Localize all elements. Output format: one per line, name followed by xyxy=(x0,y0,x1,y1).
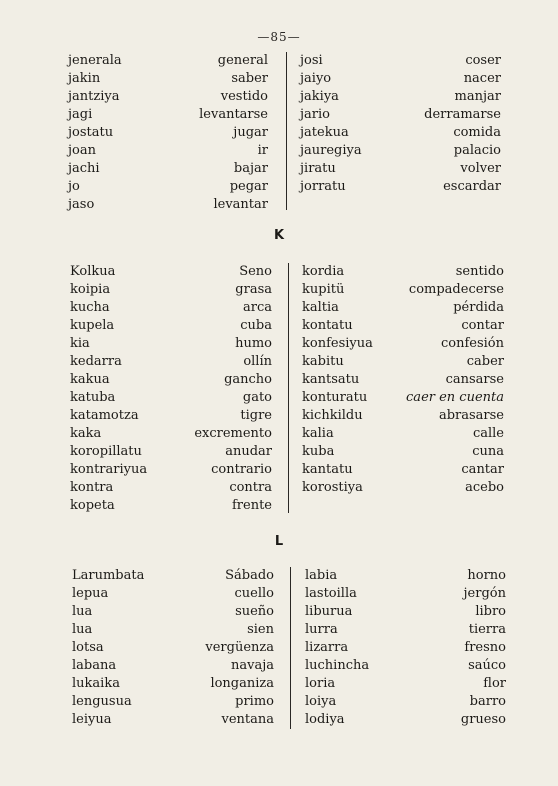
entry-row xyxy=(70,389,272,407)
entry-row xyxy=(68,106,268,124)
basque-word: josi xyxy=(300,53,323,68)
basque-word: loria xyxy=(305,676,336,691)
basque-word: lurra xyxy=(305,622,338,637)
spanish-translation: abrasarse xyxy=(438,408,504,423)
basque-word: lepua xyxy=(72,586,109,601)
spanish-translation: horno xyxy=(467,568,506,583)
entry-row xyxy=(70,299,272,317)
column-divider xyxy=(290,567,291,729)
basque-word: lastoilla xyxy=(305,586,357,601)
basque-word: lengusua xyxy=(72,694,132,709)
spanish-translation: derramarse xyxy=(424,107,501,122)
entry-row xyxy=(305,567,506,585)
spanish-translation: navaja xyxy=(231,658,274,673)
spanish-translation: grasa xyxy=(235,282,272,297)
spanish-translation: frente xyxy=(231,498,272,513)
spanish-translation: levantar xyxy=(213,197,268,212)
entry-row xyxy=(302,281,504,299)
spanish-translation: volver xyxy=(460,161,501,176)
entry-row xyxy=(302,335,504,353)
entry-row xyxy=(72,693,274,711)
spanish-translation: acebo xyxy=(465,480,504,495)
entry-row xyxy=(300,52,501,70)
spanish-translation: flor xyxy=(483,676,506,691)
spanish-translation: comida xyxy=(453,125,501,140)
basque-word: Larumbata xyxy=(72,568,145,583)
basque-word: luchincha xyxy=(305,658,370,673)
basque-word: kupitü xyxy=(302,282,345,297)
entry-row xyxy=(305,675,506,693)
entry-row xyxy=(70,353,272,371)
page-number: —85— xyxy=(257,30,301,44)
entry-row xyxy=(72,567,274,585)
spanish-translation: contra xyxy=(229,480,272,495)
spanish-translation: ir xyxy=(257,143,268,158)
entry-row xyxy=(68,196,268,214)
spanish-translation: longaniza xyxy=(210,676,274,691)
basque-word: kedarra xyxy=(70,354,122,369)
entry-row xyxy=(300,106,501,124)
entry-row xyxy=(68,124,268,142)
entry-row xyxy=(70,317,272,335)
section-letter-k: K xyxy=(273,228,285,243)
spanish-translation: pérdida xyxy=(453,300,504,315)
entry-row xyxy=(68,70,268,88)
basque-word: jagi xyxy=(68,107,93,122)
spanish-translation: grueso xyxy=(460,712,506,727)
basque-word: kantatu xyxy=(302,462,353,477)
entry-row xyxy=(305,657,506,675)
spanish-translation: humo xyxy=(235,336,272,351)
entry-row xyxy=(72,585,274,603)
entry-row xyxy=(302,263,504,281)
basque-word: liburua xyxy=(305,604,353,619)
spanish-translation: jergón xyxy=(463,586,506,601)
basque-word: labana xyxy=(72,658,117,673)
basque-word: leiyua xyxy=(72,712,112,727)
basque-word: kalia xyxy=(302,426,334,441)
entry-row xyxy=(70,479,272,497)
basque-word: jostatu xyxy=(68,125,114,140)
entry-row xyxy=(305,639,506,657)
basque-word: jenerala xyxy=(68,53,122,68)
spanish-translation: general xyxy=(217,53,268,68)
spanish-translation: saúco xyxy=(468,658,506,673)
spanish-translation: ollín xyxy=(243,354,272,369)
basque-word: jiratu xyxy=(300,161,336,176)
left-column xyxy=(68,52,268,214)
spanish-translation: cuna xyxy=(472,444,504,459)
spanish-translation: caer en cuenta xyxy=(406,390,504,405)
basque-word: koropillatu xyxy=(70,444,142,459)
basque-word: kupela xyxy=(70,318,115,333)
entry-row xyxy=(68,142,268,160)
entry-row xyxy=(302,407,504,425)
spanish-translation: escardar xyxy=(443,179,501,194)
spanish-translation: vergüenza xyxy=(205,640,274,655)
basque-word: konfesiyua xyxy=(302,336,373,351)
spanish-translation: fresno xyxy=(464,640,506,655)
spanish-translation: vestido xyxy=(220,89,268,104)
basque-word: jorratu xyxy=(300,179,346,194)
basque-word: lukaika xyxy=(72,676,120,691)
spanish-translation: calle xyxy=(472,426,504,441)
basque-word: katuba xyxy=(70,390,116,405)
basque-word: lizarra xyxy=(305,640,349,655)
entry-row xyxy=(300,142,501,160)
entry-row xyxy=(70,407,272,425)
basque-word: koipia xyxy=(70,282,111,297)
entry-row xyxy=(70,281,272,299)
right-column xyxy=(300,52,501,196)
entry-row xyxy=(305,621,506,639)
basque-word: korostiya xyxy=(302,480,363,495)
spanish-translation: sueño xyxy=(235,604,274,619)
spanish-translation: caber xyxy=(466,354,504,369)
basque-word: loiya xyxy=(305,694,337,709)
entry-row xyxy=(72,639,274,657)
entry-row xyxy=(300,178,501,196)
spanish-translation: primo xyxy=(235,694,274,709)
spanish-translation: contrario xyxy=(211,462,272,477)
spanish-translation: tigre xyxy=(240,408,272,423)
entry-row xyxy=(72,675,274,693)
spanish-translation: excremento xyxy=(194,426,272,441)
basque-word: kakua xyxy=(70,372,110,387)
entry-row xyxy=(300,124,501,142)
right-column xyxy=(302,263,504,497)
basque-word: jario xyxy=(300,107,330,122)
basque-word: kaka xyxy=(70,426,102,441)
basque-word: kopeta xyxy=(70,498,115,513)
spanish-translation: sentido xyxy=(455,264,504,279)
spanish-translation: arca xyxy=(243,300,272,315)
spanish-translation: gancho xyxy=(224,372,272,387)
basque-word: jakiya xyxy=(300,89,339,104)
column-divider xyxy=(288,263,289,513)
entry-row xyxy=(300,70,501,88)
entry-row xyxy=(68,178,268,196)
entry-row xyxy=(302,461,504,479)
basque-word: kucha xyxy=(70,300,110,315)
basque-word: kia xyxy=(70,336,90,351)
spanish-translation: palacio xyxy=(453,143,501,158)
spanish-translation: libro xyxy=(475,604,506,619)
basque-word: kantsatu xyxy=(302,372,360,387)
spanish-translation: confesión xyxy=(440,336,504,351)
entry-row xyxy=(305,693,506,711)
entry-row xyxy=(72,657,274,675)
basque-word: kontra xyxy=(70,480,114,495)
basque-word: joan xyxy=(68,143,96,158)
basque-word: lua xyxy=(72,604,93,619)
left-column xyxy=(72,567,274,729)
spanish-translation: cuello xyxy=(234,586,274,601)
spanish-translation: anudar xyxy=(225,444,272,459)
entry-row xyxy=(302,353,504,371)
basque-word: jaso xyxy=(68,197,95,212)
basque-word: kaltia xyxy=(302,300,339,315)
basque-word: kuba xyxy=(302,444,335,459)
spanish-translation: sien xyxy=(247,622,274,637)
entry-row xyxy=(72,621,274,639)
basque-word: Kolkua xyxy=(70,264,116,279)
spanish-translation: saber xyxy=(231,71,268,86)
spanish-translation: nacer xyxy=(463,71,501,86)
basque-word: jatekua xyxy=(300,125,349,140)
basque-word: lua xyxy=(72,622,93,637)
spanish-translation: barro xyxy=(469,694,506,709)
basque-word: jo xyxy=(68,179,80,194)
entry-row xyxy=(70,335,272,353)
entry-row xyxy=(305,585,506,603)
basque-word: jachi xyxy=(68,161,100,176)
basque-word: jakin xyxy=(68,71,101,86)
spanish-translation: cansarse xyxy=(445,372,504,387)
entry-row xyxy=(70,425,272,443)
left-column xyxy=(70,263,272,515)
entry-row xyxy=(302,371,504,389)
spanish-translation: cuba xyxy=(240,318,272,333)
column-divider xyxy=(286,52,287,210)
right-column xyxy=(305,567,506,729)
basque-word: kontatu xyxy=(302,318,353,333)
entry-row xyxy=(305,603,506,621)
basque-word: konturatu xyxy=(302,390,368,405)
entry-row xyxy=(68,52,268,70)
basque-word: lodiya xyxy=(305,712,345,727)
basque-word: jauregiya xyxy=(300,143,362,158)
basque-word: kontrariyua xyxy=(70,462,148,477)
spanish-translation: Seno xyxy=(239,264,272,279)
spanish-translation: ventana xyxy=(221,712,274,727)
basque-word: lotsa xyxy=(72,640,104,655)
basque-word: kabitu xyxy=(302,354,344,369)
spanish-translation: coser xyxy=(465,53,501,68)
entry-row xyxy=(302,389,504,407)
entry-row xyxy=(70,461,272,479)
basque-word: kordia xyxy=(302,264,345,279)
entry-row xyxy=(305,711,506,729)
spanish-translation: contar xyxy=(461,318,504,333)
spanish-translation: gato xyxy=(242,390,272,405)
entry-row xyxy=(300,88,501,106)
entry-row xyxy=(72,711,274,729)
basque-word: katamotza xyxy=(70,408,139,423)
basque-word: jaiyo xyxy=(300,71,332,86)
entry-row xyxy=(70,497,272,515)
spanish-translation: cantar xyxy=(461,462,504,477)
basque-word: jantziya xyxy=(68,89,120,104)
entry-row xyxy=(70,263,272,281)
entry-row xyxy=(68,160,268,178)
entry-row xyxy=(302,443,504,461)
entry-row xyxy=(302,299,504,317)
spanish-translation: bajar xyxy=(233,161,268,176)
spanish-translation: tierra xyxy=(468,622,506,637)
entry-row xyxy=(68,88,268,106)
spanish-translation: manjar xyxy=(454,89,501,104)
entry-row xyxy=(72,603,274,621)
entry-row xyxy=(70,443,272,461)
entry-row xyxy=(302,425,504,443)
spanish-translation: pegar xyxy=(229,179,268,194)
entry-row xyxy=(70,371,272,389)
entry-row xyxy=(302,317,504,335)
spanish-translation: jugar xyxy=(233,125,268,140)
section-letter-l: L xyxy=(274,534,284,549)
spanish-translation: levantarse xyxy=(199,107,268,122)
entry-row xyxy=(302,479,504,497)
basque-word: kichkildu xyxy=(302,408,363,423)
entry-row xyxy=(300,160,501,178)
spanish-translation: Sábado xyxy=(225,568,274,583)
basque-word: labia xyxy=(305,568,338,583)
spanish-translation: compadecerse xyxy=(408,282,504,297)
